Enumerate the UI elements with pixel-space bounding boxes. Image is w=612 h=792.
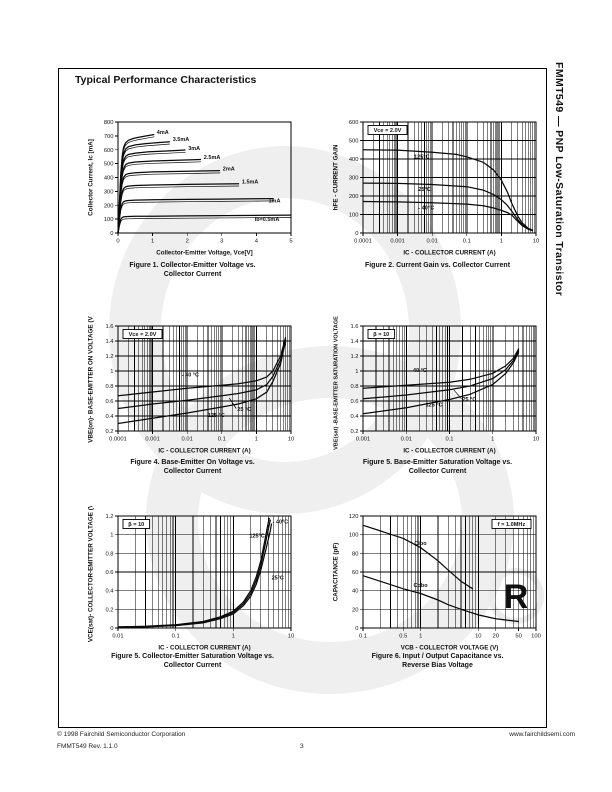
svg-text:0: 0 — [116, 238, 120, 245]
svg-text:125 °C: 125 °C — [208, 413, 225, 420]
svg-text:0.6: 0.6 — [105, 570, 114, 576]
svg-text:1: 1 — [254, 436, 259, 443]
figure6-chart — [330, 506, 545, 653]
svg-text:1.2: 1.2 — [105, 354, 114, 360]
svg-text:1: 1 — [231, 633, 235, 640]
footer-copyright: © 1998 Fairchild Semiconductor Corporation — [57, 731, 186, 738]
svg-text:0.001: 0.001 — [145, 436, 160, 443]
fig1-canvas — [85, 112, 300, 258]
figure6-caption — [330, 652, 545, 670]
fig6-canvas — [330, 506, 545, 653]
svg-text:0.2: 0.2 — [105, 429, 114, 435]
svg-text:0.4: 0.4 — [105, 588, 114, 595]
caption-line: Figure 1. Collector-Emitter Voltage vs. — [129, 262, 256, 269]
figure5-chart — [330, 316, 545, 456]
svg-text:10: 10 — [475, 633, 482, 640]
svg-text:0.1: 0.1 — [462, 238, 471, 245]
svg-text:Cobo: Cobo — [413, 582, 428, 589]
svg-text:0.01: 0.01 — [112, 633, 124, 640]
svg-text:2: 2 — [185, 238, 189, 245]
svg-text:0.2: 0.2 — [105, 607, 114, 614]
svg-text:1: 1 — [499, 238, 504, 245]
svg-text:1.6: 1.6 — [105, 324, 114, 330]
sidebar-part-title: FMMT549 — PNP Low-Saturation Transistor — [553, 62, 565, 297]
svg-text:CAPACITANCE (pF): CAPACITANCE (pF) — [332, 542, 340, 602]
svg-text:3mA: 3mA — [188, 145, 201, 152]
svg-text:80: 80 — [352, 551, 359, 558]
svg-text:IC - COLLECTOR CURRENT (A): IC - COLLECTOR CURRENT (A) — [158, 447, 251, 455]
svg-text:VBE(on)- BASE-EMITTER ON VOLTA: VBE(on)- BASE-EMITTER ON VOLTAGE (V) — [87, 316, 95, 443]
svg-text:400: 400 — [348, 157, 359, 163]
svg-text:1.6: 1.6 — [350, 324, 359, 330]
svg-text:1: 1 — [150, 238, 155, 245]
svg-text:200: 200 — [103, 203, 114, 210]
svg-text:400: 400 — [103, 175, 114, 182]
svg-text:25 °C: 25 °C — [237, 406, 252, 413]
svg-text:0.0001: 0.0001 — [354, 238, 372, 245]
svg-text:0.1: 0.1 — [358, 633, 368, 640]
svg-text:4: 4 — [254, 238, 259, 245]
svg-text:0: 0 — [110, 626, 114, 632]
fig5-canvas — [330, 316, 545, 456]
svg-text:60: 60 — [352, 570, 359, 576]
svg-text:125°C: 125°C — [414, 154, 430, 161]
svg-text:20: 20 — [492, 633, 499, 640]
figure4-chart — [85, 316, 300, 456]
svg-text:10: 10 — [532, 238, 540, 245]
footer-page-number: 3 — [300, 743, 304, 750]
svg-text:IC - COLLECTOR CURRENT (A): IC - COLLECTOR CURRENT (A) — [403, 447, 496, 455]
svg-text:0.4: 0.4 — [105, 414, 114, 420]
svg-text:50: 50 — [515, 633, 522, 640]
svg-text:500: 500 — [103, 161, 114, 168]
svg-text:20: 20 — [352, 607, 359, 614]
svg-text:100: 100 — [103, 217, 114, 224]
page-title: Typical Performance Characteristics — [75, 74, 257, 86]
svg-text:1.2: 1.2 — [105, 514, 114, 520]
svg-text:600: 600 — [103, 147, 114, 154]
svg-text:1.4: 1.4 — [105, 339, 114, 345]
svg-text:0.01: 0.01 — [181, 436, 193, 443]
svg-text:- 40 °C: - 40 °C — [409, 367, 427, 374]
caption-line: Figure 5. Base-Emitter Saturation Voltage vs. — [362, 459, 513, 466]
svg-text:0: 0 — [355, 231, 359, 237]
caption-line: Collector Current — [163, 662, 222, 669]
caption-line: Figure 6. Input / Output Capacitance vs. — [371, 653, 504, 660]
svg-text:Cibo: Cibo — [414, 540, 427, 547]
svg-text:f = 1.0MHz: f = 1.0MHz — [497, 522, 526, 529]
svg-text:- 40°C: - 40°C — [418, 205, 435, 212]
svg-text:0.001: 0.001 — [390, 238, 405, 245]
caption-line: Figure 4. Base-Emitter On Voltage vs. — [130, 459, 255, 466]
svg-text:125 °C: 125 °C — [425, 402, 443, 409]
svg-text:VCE(sat)- COLLECTOR-EMITTER VO: VCE(sat)- COLLECTOR-EMITTER VOLTAGE (V) — [87, 506, 95, 643]
svg-text:4mA: 4mA — [156, 129, 169, 136]
svg-text:Vce = 2.0V: Vce = 2.0V — [373, 128, 402, 135]
caption-line: Collector Current — [163, 271, 222, 278]
svg-text:3.5mA: 3.5mA — [172, 137, 190, 144]
figure5-caption — [330, 458, 545, 476]
svg-text:β = 10: β = 10 — [128, 522, 145, 529]
figure1-chart — [85, 112, 300, 258]
caption-line: Figure 2. Current Gain vs. Collector Current — [364, 262, 511, 269]
svg-text:0.4: 0.4 — [350, 414, 359, 420]
svg-text:1: 1 — [419, 633, 423, 640]
figure4-caption — [85, 458, 300, 476]
svg-text:2mA: 2mA — [222, 166, 235, 173]
svg-text:0.6: 0.6 — [350, 399, 359, 405]
svg-text:0.6: 0.6 — [105, 399, 114, 405]
svg-text:0.5: 0.5 — [399, 633, 408, 640]
svg-text:0.1: 0.1 — [171, 633, 180, 640]
svg-text:2.5mA: 2.5mA — [203, 155, 221, 161]
svg-text:0: 0 — [355, 626, 359, 632]
svg-text:1.2: 1.2 — [350, 354, 359, 360]
svg-text:0.01: 0.01 — [400, 436, 412, 443]
svg-text:10: 10 — [532, 436, 540, 443]
svg-text:25°C: 25°C — [418, 186, 431, 193]
svg-text:Collector-Emitter Voltage, Vce: Collector-Emitter Voltage, Vce[V] — [156, 249, 253, 257]
svg-text:1: 1 — [491, 436, 495, 443]
footer-website: www.fairchildsemi.com — [509, 731, 575, 738]
svg-text:200: 200 — [348, 194, 359, 200]
svg-text:0.8: 0.8 — [105, 551, 114, 558]
svg-text:VBE(sat) -BASE-EMITTER SATURAT: VBE(sat) -BASE-EMITTER SATURATION VOLTAGE (V) — [333, 316, 340, 450]
svg-text:Vce = 2.0V: Vce = 2.0V — [128, 332, 157, 339]
caption-line: Figure 5. Collector-Emitter Saturation Voltage vs. — [111, 653, 274, 660]
svg-text:1.4: 1.4 — [350, 339, 359, 345]
footer-revision: FMMT549 Rev. 1.1.0 — [57, 743, 118, 750]
svg-text:0.2: 0.2 — [350, 429, 359, 435]
caption-line: Collector Current — [163, 468, 222, 475]
svg-text:1: 1 — [110, 369, 114, 375]
svg-text:10: 10 — [287, 436, 295, 443]
caption-line: Collector Current — [408, 468, 467, 475]
svg-text:0.01: 0.01 — [426, 238, 438, 245]
svg-text:0.8: 0.8 — [350, 384, 359, 390]
svg-text:R: R — [503, 578, 529, 616]
caption-line: Reverse Bias Voltage — [402, 662, 473, 669]
svg-text:Ib=0.5mA: Ib=0.5mA — [254, 216, 280, 223]
svg-text:IC - COLLECTOR CURRENT (A): IC - COLLECTOR CURRENT (A) — [158, 644, 251, 652]
svg-text:0.1: 0.1 — [445, 436, 454, 443]
svg-text:100: 100 — [348, 212, 359, 219]
svg-text:25°C: 25°C — [271, 575, 284, 582]
svg-text:100: 100 — [531, 633, 541, 640]
svg-text:- 40°C: - 40°C — [272, 519, 289, 526]
svg-text:120: 120 — [348, 514, 359, 520]
svg-text:hFE - CURRENT GAIN: hFE - CURRENT GAIN — [332, 144, 340, 211]
svg-text:IC - COLLECTOR CURRENT (A): IC - COLLECTOR CURRENT (A) — [403, 249, 496, 257]
svg-text:3: 3 — [220, 238, 224, 245]
figure5b-caption — [85, 652, 300, 670]
svg-text:800: 800 — [103, 120, 114, 126]
svg-text:β = 10: β = 10 — [373, 332, 390, 339]
svg-text:0: 0 — [110, 231, 114, 237]
svg-text:1.5mA: 1.5mA — [241, 179, 259, 186]
svg-text:VCB - COLLECTOR VOLTAGE (V): VCB - COLLECTOR VOLTAGE (V) — [400, 644, 499, 652]
svg-text:0.8: 0.8 — [105, 384, 114, 390]
svg-text:500: 500 — [348, 138, 359, 145]
svg-text:700: 700 — [103, 133, 114, 140]
svg-text:Collector Current, Ic [mA]: Collector Current, Ic [mA] — [87, 139, 95, 216]
svg-text:0.001: 0.001 — [355, 436, 371, 443]
svg-text:0.1: 0.1 — [217, 436, 226, 443]
svg-text:1: 1 — [110, 532, 114, 539]
figure2-chart — [330, 112, 545, 258]
svg-text:10: 10 — [287, 633, 295, 640]
svg-text:40: 40 — [352, 588, 359, 595]
svg-text:- 40 °C: - 40 °C — [181, 372, 199, 379]
svg-text:1: 1 — [355, 369, 359, 375]
figure2-caption — [330, 261, 545, 270]
fig5b-canvas — [85, 506, 300, 653]
svg-text:25 °C: 25 °C — [462, 397, 477, 403]
figure5b-chart — [85, 506, 300, 653]
svg-text:125°C: 125°C — [249, 533, 265, 540]
svg-text:300: 300 — [103, 189, 114, 196]
svg-text:5: 5 — [289, 238, 293, 245]
svg-text:300: 300 — [348, 175, 359, 182]
fig4-canvas — [85, 316, 300, 456]
svg-text:100: 100 — [348, 532, 359, 539]
figure1-caption — [85, 261, 300, 279]
svg-text:600: 600 — [348, 120, 359, 126]
svg-text:0.0001: 0.0001 — [109, 436, 127, 443]
fig2-canvas — [330, 112, 545, 258]
svg-text:1mA: 1mA — [268, 198, 281, 205]
